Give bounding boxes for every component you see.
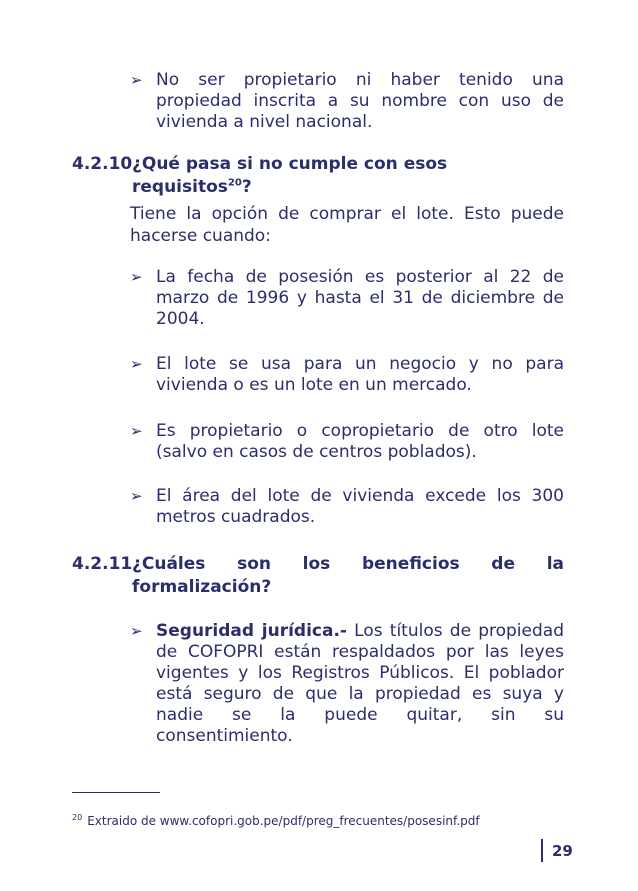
bullet-lead: Seguridad jurídica.- xyxy=(156,621,347,641)
footnote-divider xyxy=(72,792,160,793)
bullet-text: Es propietario o copropietario de otro lote (salvo en casos de centros poblados). xyxy=(156,421,564,462)
bullet-otro-lote xyxy=(130,421,564,463)
section-number: 4.2.10 xyxy=(72,154,133,174)
bullet-text: La fecha de posesión es posterior al 22 de marzo de 1996 y hasta el 31 de diciembre de 2004. xyxy=(156,267,564,329)
arrow-bullet-icon: ➢ xyxy=(130,487,143,505)
footnote-ref: 20 xyxy=(227,177,242,189)
bullet-text: El área del lote de vivienda excede los 300 metros cuadrados. xyxy=(156,486,564,527)
section-intro-paragraph: Tiene la opción de comprar el lote. Esto puede hacerse cuando: xyxy=(130,204,564,246)
footnote xyxy=(72,814,480,828)
arrow-bullet-icon: ➢ xyxy=(130,268,143,286)
bullet-text: No ser propietario ni haber tenido una propiedad inscrita a su nombre con uso de vivienda a nivel nacional. xyxy=(156,70,564,132)
bullet-no-propietario xyxy=(130,70,564,133)
arrow-bullet-icon: ➢ xyxy=(130,622,143,640)
section-title-line-2: formalización? xyxy=(132,577,272,597)
section-number: 4.2.11 xyxy=(72,554,133,574)
page-number: 29 xyxy=(552,842,573,860)
page-number-bar xyxy=(541,839,543,862)
section-title: ¿Qué pasa si no cumple con esos requisitos$^{20}$? xyxy=(132,154,448,197)
arrow-bullet-icon: ➢ xyxy=(130,71,143,89)
bullet-text: El lote se usa para un negocio y no para vivienda o es un lote en un mercado. xyxy=(156,354,564,395)
arrow-bullet-icon: ➢ xyxy=(130,422,143,440)
arrow-bullet-icon: ➢ xyxy=(130,355,143,373)
section-title-line-1: ¿Cuáles son los beneficios de la xyxy=(132,554,564,574)
bullet-text: Seguridad jurídica.- Los títulos de propiedad de COFOPRI están respaldados por las leyes vigentes y los Registros Públicos. El poblador está seguro de que la propiedad es suya y nadie se la puede quitar, sin su consentimiento. xyxy=(156,621,564,746)
bullet-fecha-posesion xyxy=(130,267,564,330)
bullet-negocio xyxy=(130,354,564,396)
footnote-text: Extraido de www.cofopri.gob.pe/pdf/preg_frecuentes/posesinf.pdf xyxy=(87,814,480,828)
bullet-area-lote xyxy=(130,486,564,528)
footnote-number: 20 xyxy=(72,813,83,822)
bullet-seguridad-juridica xyxy=(130,621,564,747)
